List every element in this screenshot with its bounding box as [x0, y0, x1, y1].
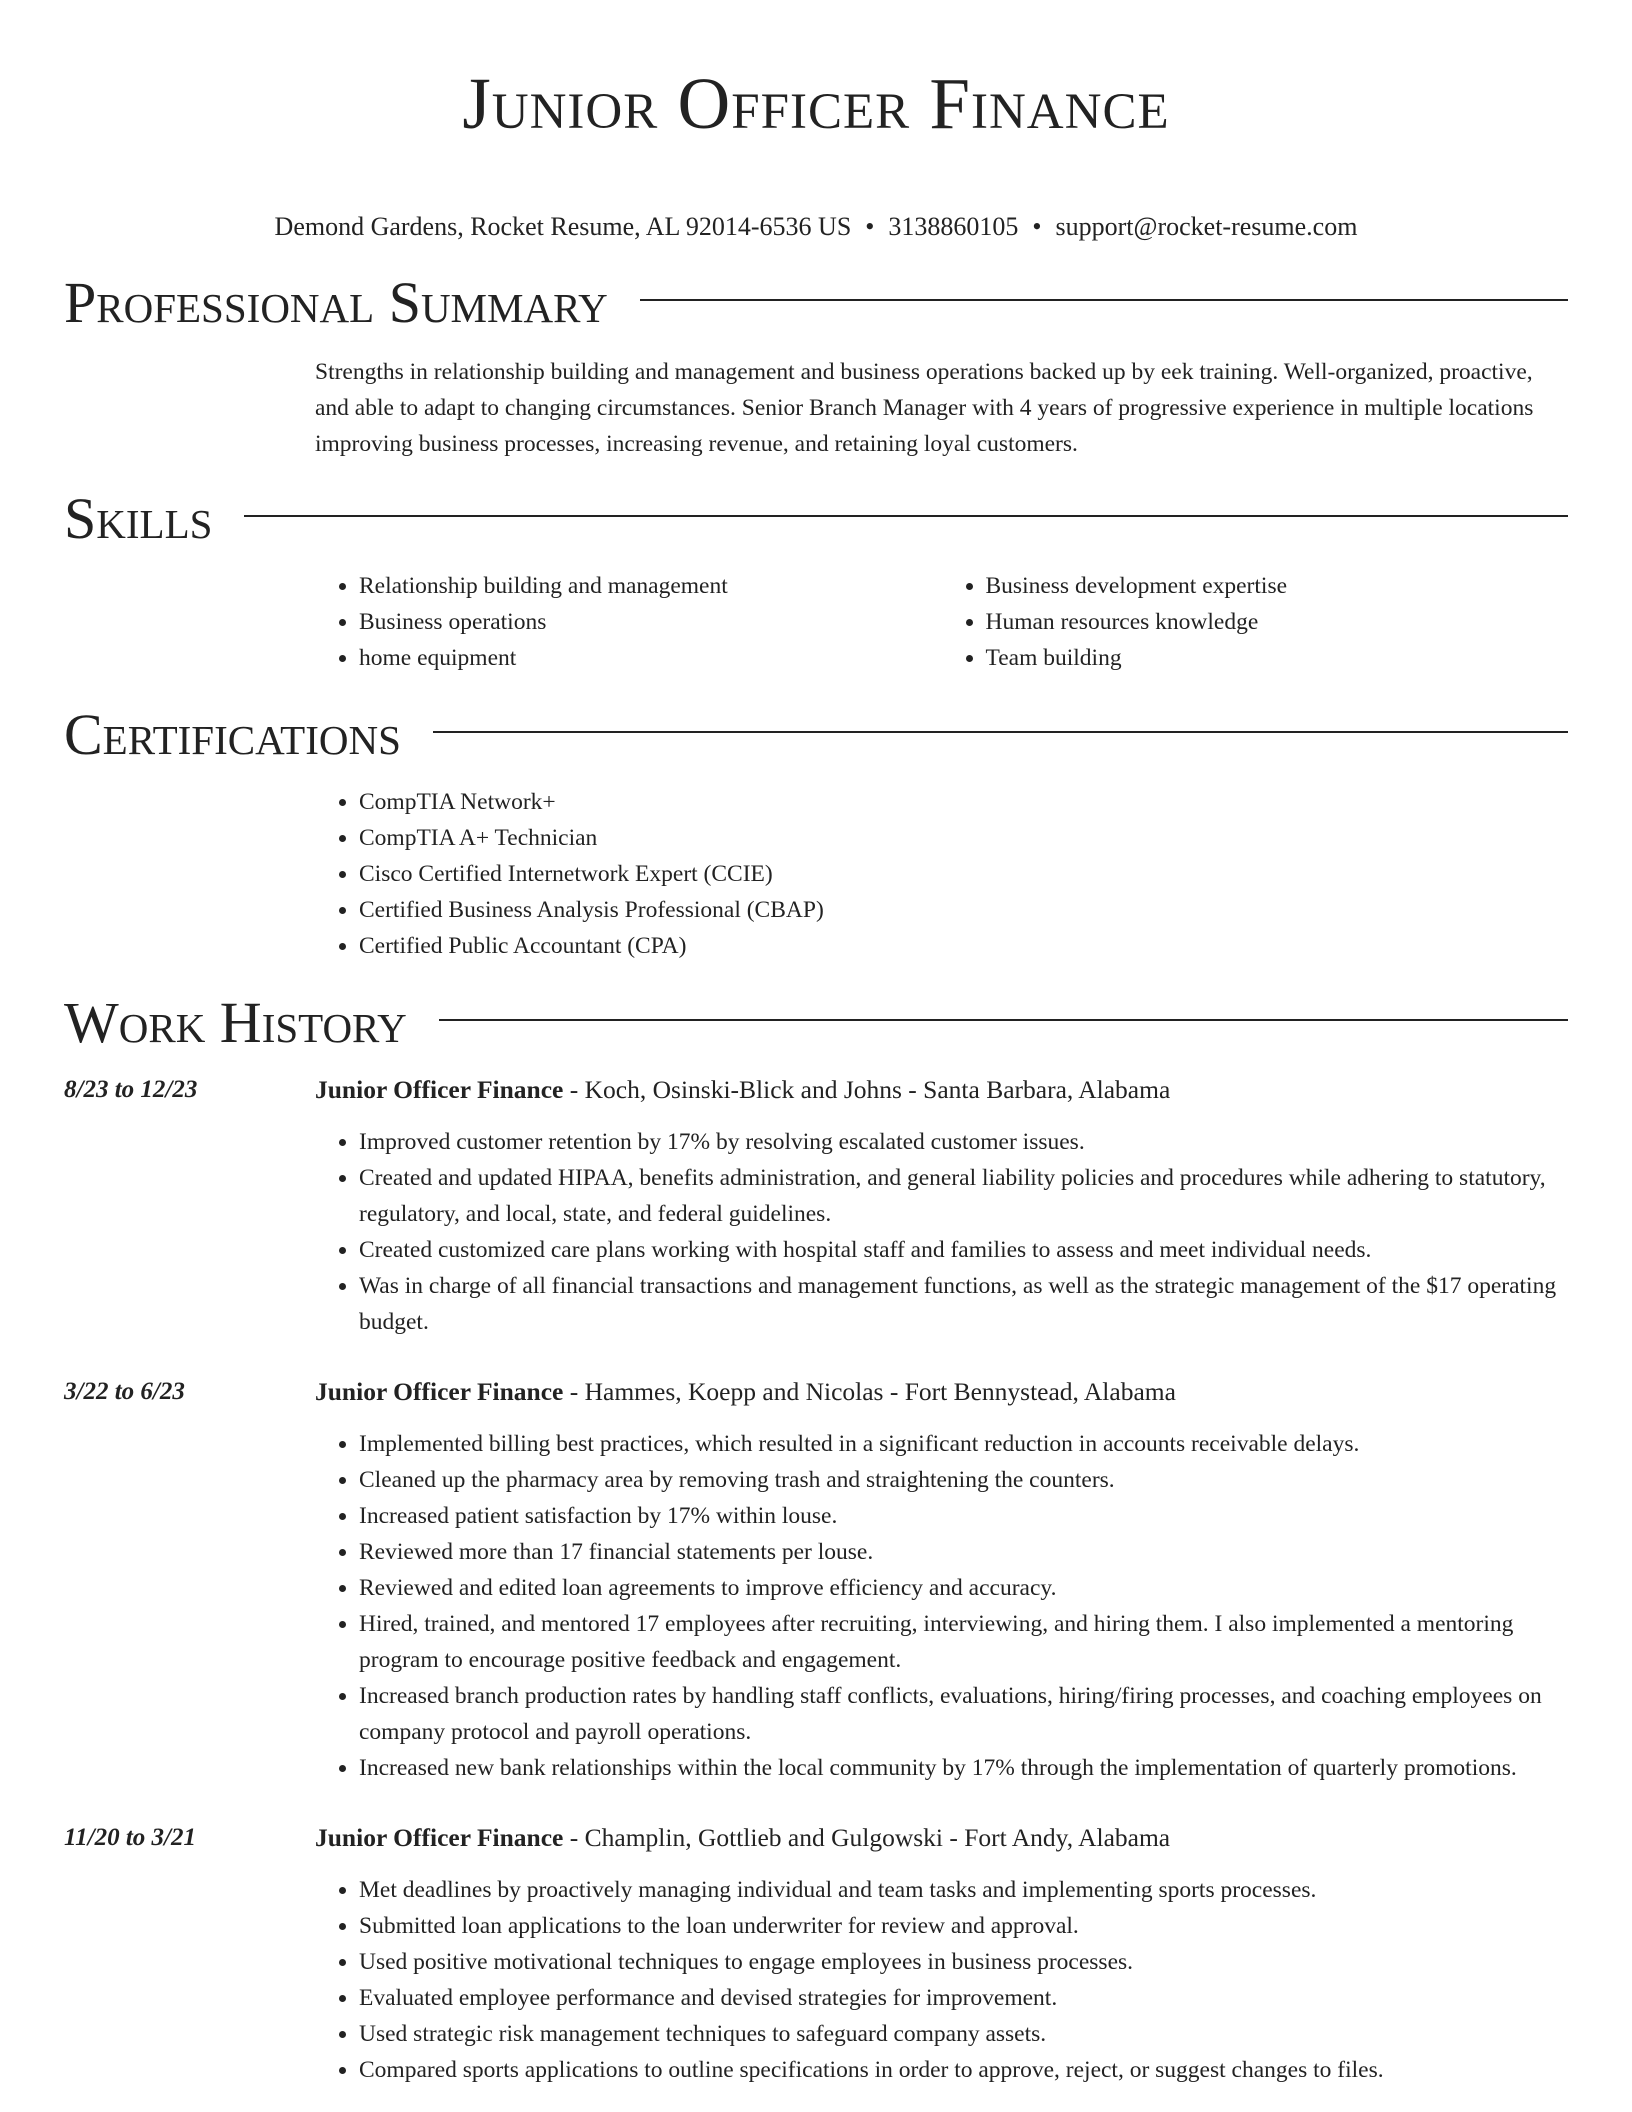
contact-address: Demond Gardens, Rocket Resume, AL 92014-6536 US: [274, 212, 852, 241]
job-entry: [0, 1072, 1632, 1340]
skills-list: [315, 568, 1568, 676]
job-title-line: [315, 1820, 1170, 1856]
job-bullet: • Used positive motivational techniques to engage employees in business processes.: [359, 1944, 1568, 1980]
section-divider: [640, 299, 1568, 301]
section-divider: [433, 731, 1568, 733]
job-title-line: [315, 1072, 1170, 1108]
resume-name: Junior Officer Finance: [462, 63, 1170, 144]
job-bullet: • Increased patient satisfaction by 17% within louse.: [359, 1498, 1568, 1534]
section-divider: [439, 1019, 1568, 1021]
job-bullets: [315, 1872, 1568, 2088]
job-bullet: • Created and updated HIPAA, benefits administration, and general liability policies and procedures while adhering to statutory, regulatory, and local, state, and federal guidelines.: [359, 1160, 1568, 1232]
job-bullet: • Evaluated employee performance and devised strategies for improvement.: [359, 1980, 1568, 2016]
job-employer: - Hammes, Koepp and Nicolas - Fort Bennystead, Alabama: [563, 1377, 1176, 1406]
contact-line: [0, 212, 1632, 242]
job-title: Junior Officer Finance: [315, 1823, 564, 1852]
certification-item: • Cisco Certified Internetwork Expert (CCIE): [359, 856, 1568, 892]
job-header: [64, 1072, 1568, 1108]
skills-column-left: [315, 568, 942, 676]
job-bullet: • Compared sports applications to outline specifications in order to approve, reject, or suggest changes to files.: [359, 2052, 1568, 2088]
job-bullet: • Submitted loan applications to the loan underwriter for review and approval.: [359, 1908, 1568, 1944]
job-header: [64, 1374, 1568, 1410]
contact-separator: •: [1032, 212, 1042, 241]
job-bullet: • Used strategic risk management techniques to safeguard company assets.: [359, 2016, 1568, 2052]
job-bullet: • Increased new bank relationships within the local community by 17% through the implementation of quarterly promotions.: [359, 1750, 1568, 1786]
section-header-work-history: [64, 990, 1568, 1056]
job-dates: 11/20 to 3/21: [64, 1824, 196, 1851]
skill-item: • Human resources knowledge: [986, 604, 1569, 640]
job-dates: 3/22 to 6/23: [64, 1378, 185, 1405]
section-title-skills: Skills: [64, 486, 213, 551]
job-employer: - Champlin, Gottlieb and Gulgowski - Fort Andy, Alabama: [563, 1823, 1171, 1852]
job-bullet: • Met deadlines by proactively managing individual and team tasks and implementing sports processes.: [359, 1872, 1568, 1908]
certification-item: • CompTIA A+ Technician: [359, 820, 1568, 856]
section-title-summary: Professional Summary: [64, 270, 608, 335]
job-title: Junior Officer Finance: [315, 1075, 564, 1104]
skill-item: • Relationship building and management: [359, 568, 942, 604]
skill-item: • Team building: [986, 640, 1569, 676]
certification-item: • Certified Business Analysis Professional (CBAP): [359, 892, 1568, 928]
contact-separator: •: [865, 212, 875, 241]
contact-email: support@rocket-resume.com: [1055, 212, 1358, 241]
skills-column-right: [942, 568, 1569, 676]
job-bullet: • Implemented billing best practices, which resulted in a significant reduction in accounts receivable delays.: [359, 1426, 1568, 1462]
job-bullet: • Reviewed and edited loan agreements to improve efficiency and accuracy.: [359, 1570, 1568, 1606]
job-bullet: • Improved customer retention by 17% by resolving escalated customer issues.: [359, 1124, 1568, 1160]
section-header-skills: [64, 486, 1568, 552]
section-title-work-history: Work History: [64, 990, 407, 1055]
job-entry: [0, 1820, 1632, 2088]
job-bullet: • Increased branch production rates by handling staff conflicts, evaluations, hiring/firing processes, and coaching employees on company protocol and payroll operations.: [359, 1678, 1568, 1750]
job-title-line: [315, 1374, 1176, 1410]
certification-item: • Certified Public Accountant (CPA): [359, 928, 1568, 964]
contact-phone: 3138860105: [888, 212, 1019, 241]
section-header-summary: [64, 270, 1568, 336]
job-bullets: [315, 1124, 1568, 1340]
job-header: [64, 1820, 1568, 1856]
job-bullet: • Cleaned up the pharmacy area by removing trash and straightening the counters.: [359, 1462, 1568, 1498]
summary-text: Strengths in relationship building and management and business operations backed up by eek training. Well-organized, proactive, and able to adapt to changing circumstances. Senior Branch Manager with 4 years of progressive experience in multiple locations improving business processes, increasing revenue, and retaining loyal customers.: [315, 359, 1534, 457]
job-title: Junior Officer Finance: [315, 1377, 564, 1406]
job-dates: 8/23 to 12/23: [64, 1076, 198, 1103]
job-bullet: • Hired, trained, and mentored 17 employees after recruiting, interviewing, and hiring them. I also implemented a mentoring program to encourage positive feedback and engagement.: [359, 1606, 1568, 1678]
job-bullets: [315, 1426, 1568, 1786]
job-entry: [0, 1374, 1632, 1786]
skill-item: • home equipment: [359, 640, 942, 676]
skill-item: • Business operations: [359, 604, 942, 640]
job-bullet: • Was in charge of all financial transactions and management functions, as well as the strategic management of the $17 operating budget.: [359, 1268, 1568, 1340]
certifications-list: [315, 784, 1568, 964]
section-header-certifications: [64, 702, 1568, 768]
job-bullet: • Created customized care plans working with hospital staff and families to assess and meet individual needs.: [359, 1232, 1568, 1268]
section-title-certifications: Certifications: [64, 702, 401, 767]
skill-item: • Business development expertise: [986, 568, 1569, 604]
certification-item: • CompTIA Network+: [359, 784, 1568, 820]
job-employer: - Koch, Osinski-Blick and Johns - Santa Barbara, Alabama: [563, 1075, 1171, 1104]
section-divider: [244, 515, 1568, 517]
job-bullet: • Reviewed more than 17 financial statements per louse.: [359, 1534, 1568, 1570]
